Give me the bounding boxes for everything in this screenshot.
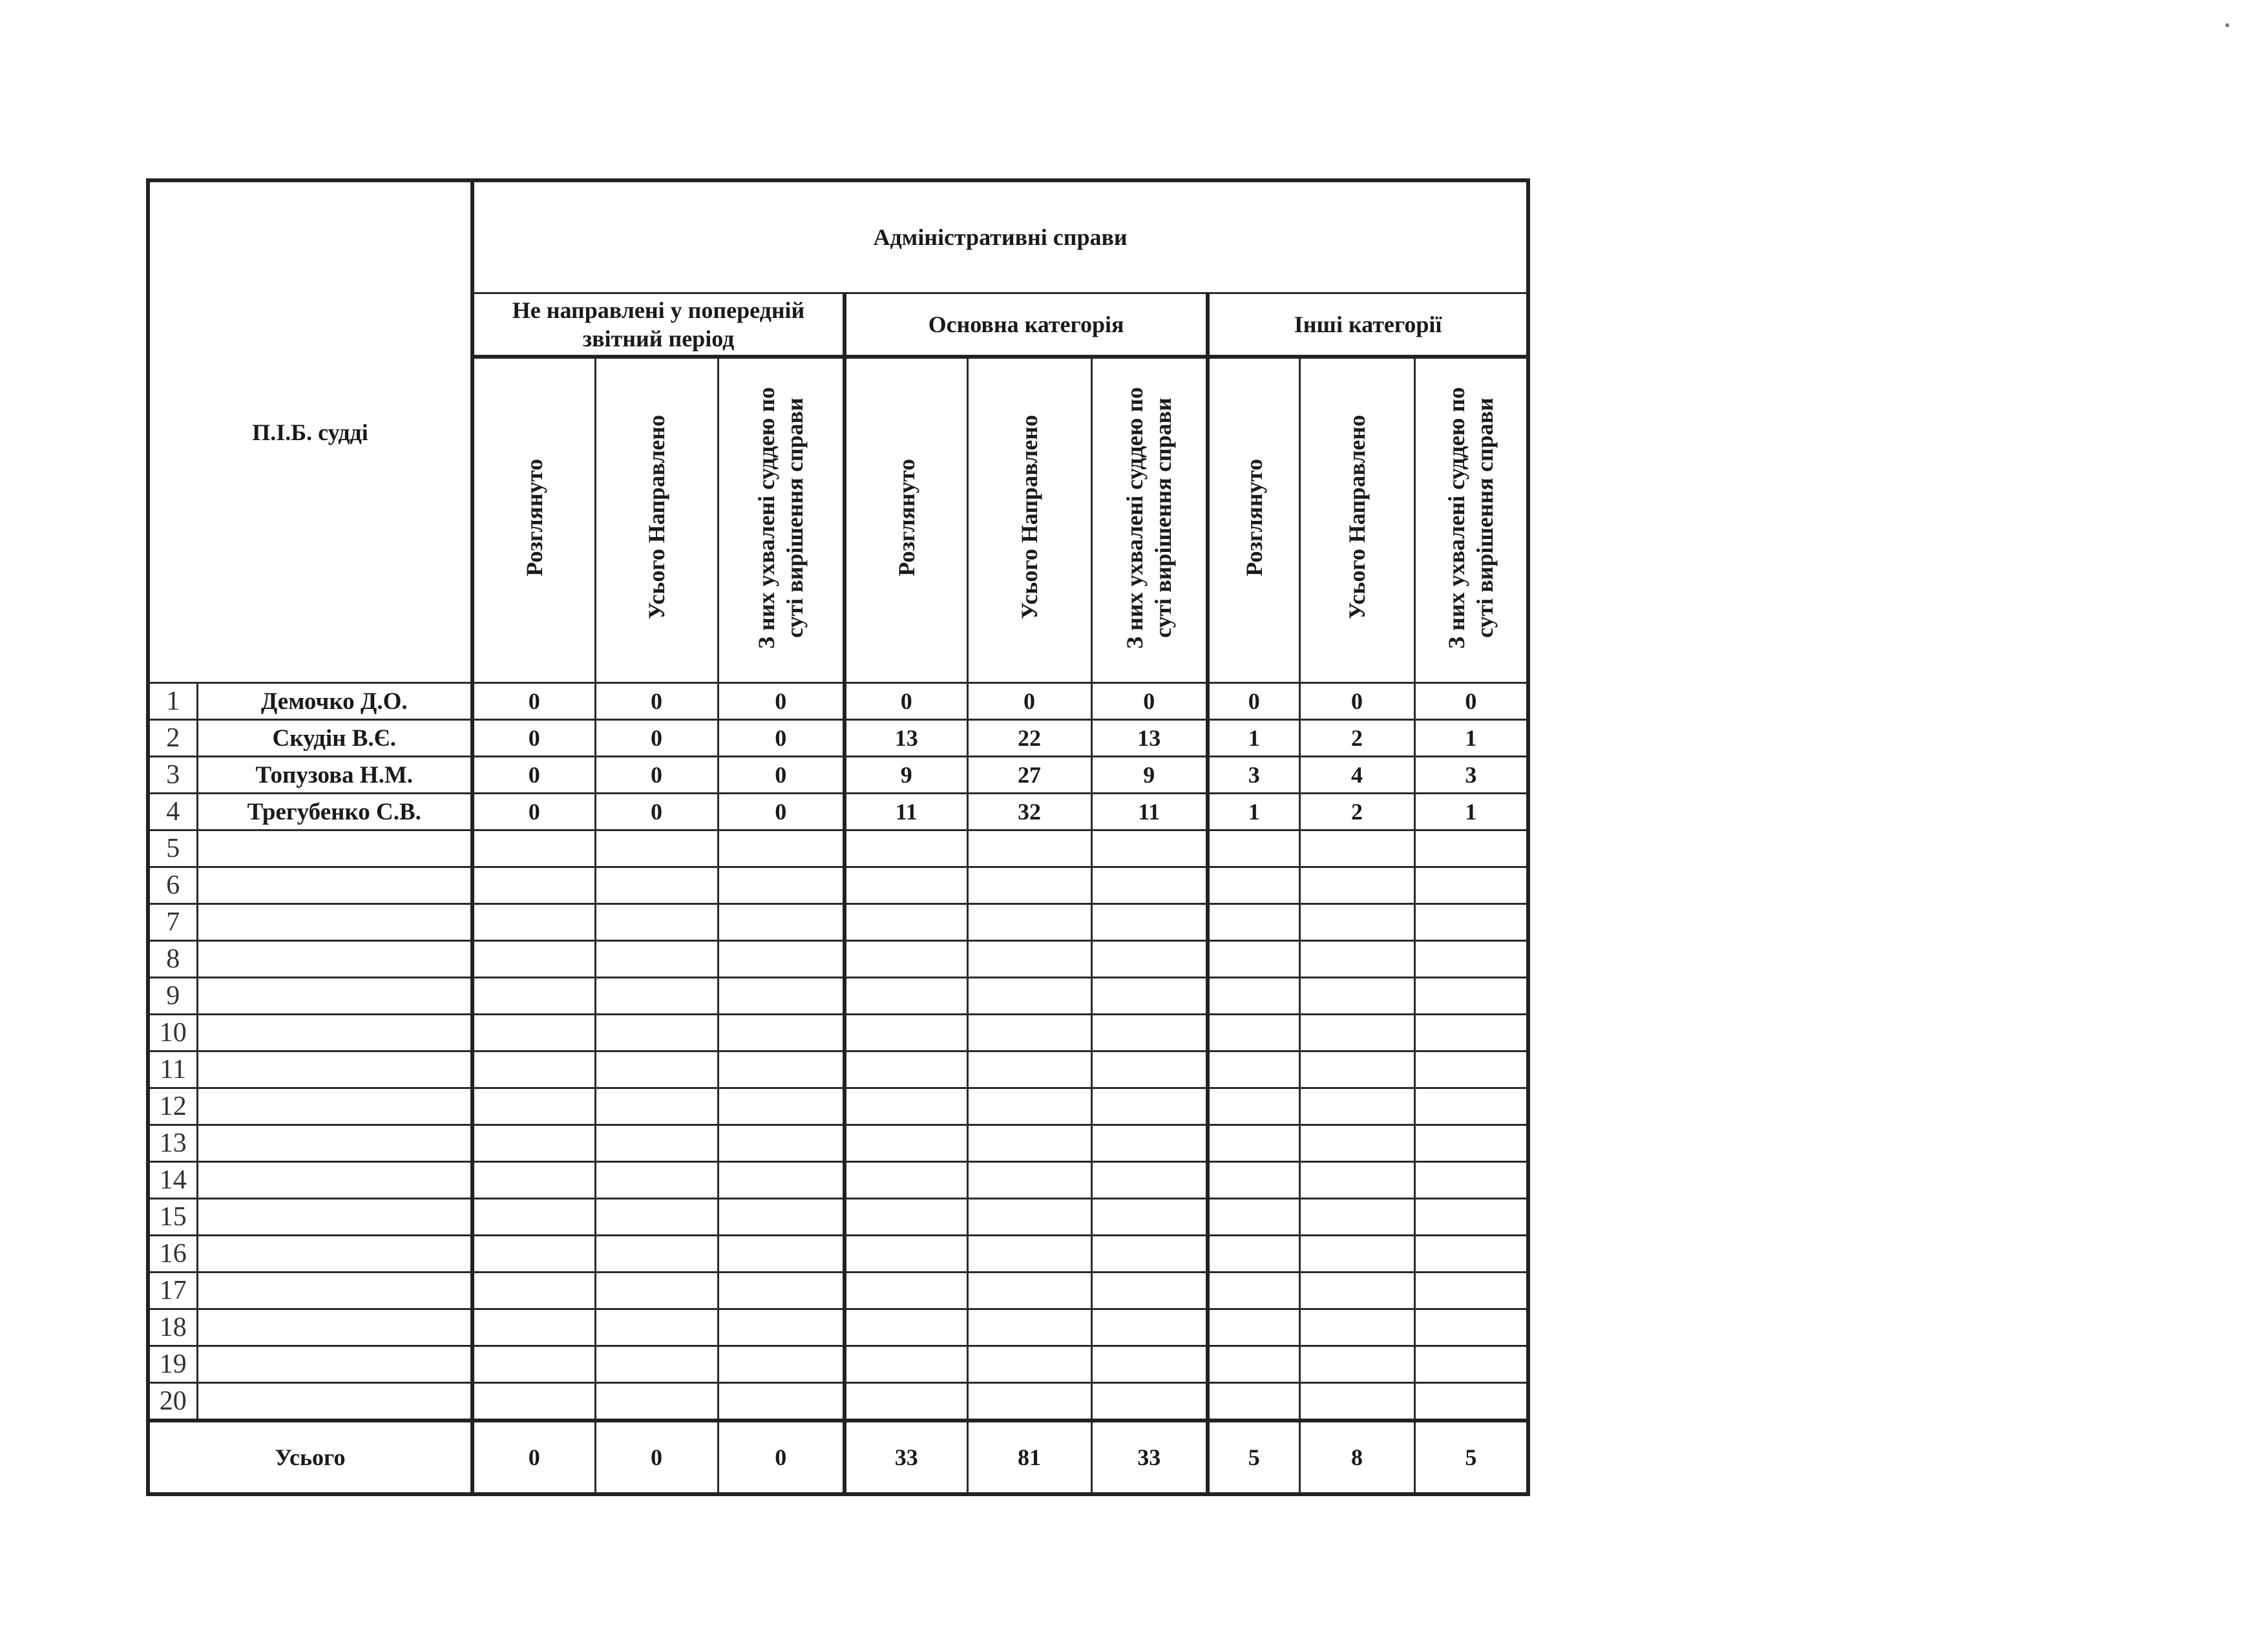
value-cell: 32 — [967, 794, 1091, 830]
value-cell — [718, 1125, 845, 1162]
table-row — [148, 1162, 1528, 1199]
row-number: 12 — [148, 1088, 197, 1125]
value-cell — [967, 1383, 1091, 1421]
table-row — [148, 941, 1528, 978]
row-number: 15 — [148, 1199, 197, 1236]
value-cell — [595, 941, 718, 978]
row-number: 4 — [148, 794, 197, 830]
total-row — [148, 1421, 1528, 1494]
value-cell — [595, 904, 718, 941]
value-cell — [472, 941, 595, 978]
judge-name — [197, 1051, 472, 1088]
value-cell — [1091, 1125, 1208, 1162]
row-number: 1 — [148, 683, 197, 720]
judge-name — [197, 1125, 472, 1162]
subcolumn-label: Усього Направлено — [644, 415, 670, 620]
subcolumn-label: Розглянуто — [1241, 458, 1267, 576]
value-cell — [1208, 904, 1299, 941]
total-cell: 5 — [1208, 1421, 1299, 1494]
value-cell — [1299, 1088, 1414, 1125]
value-cell: 1 — [1414, 720, 1528, 757]
value-cell — [472, 1125, 595, 1162]
value-cell — [1091, 904, 1208, 941]
value-cell: 9 — [845, 757, 967, 794]
judge-name — [197, 1236, 472, 1273]
value-cell — [845, 941, 967, 978]
table-row — [148, 904, 1528, 941]
value-cell — [595, 1199, 718, 1236]
table-row — [148, 830, 1528, 867]
judge-name — [197, 1273, 472, 1309]
total-cell: 5 — [1414, 1421, 1528, 1494]
row-number: 19 — [148, 1346, 197, 1383]
judge-name — [197, 941, 472, 978]
value-cell — [1091, 1162, 1208, 1199]
group-header-other-categories: Інші категорії — [1208, 293, 1528, 357]
value-cell: 0 — [472, 794, 595, 830]
value-cell — [1299, 1383, 1414, 1421]
value-cell — [967, 867, 1091, 904]
value-cell — [1414, 1383, 1528, 1421]
value-cell — [1091, 1273, 1208, 1309]
total-cell: 0 — [472, 1421, 595, 1494]
row-number: 20 — [148, 1383, 197, 1421]
row-number: 17 — [148, 1273, 197, 1309]
value-cell — [1299, 1015, 1414, 1051]
value-cell — [472, 978, 595, 1015]
judge-name — [197, 1346, 472, 1383]
value-cell — [595, 1088, 718, 1125]
value-cell: 0 — [718, 720, 845, 757]
value-cell: 0 — [1091, 683, 1208, 720]
table-row — [148, 720, 1528, 757]
group-header-not-sent: Не направлені у попередній звітний період — [472, 293, 845, 357]
table-row — [148, 1346, 1528, 1383]
value-cell — [1414, 1051, 1528, 1088]
judge-name — [197, 978, 472, 1015]
row-number: 7 — [148, 904, 197, 941]
subcolumn-label: Розглянуто — [521, 458, 547, 576]
judge-name: Топузова Н.М. — [197, 757, 472, 794]
value-cell — [1414, 941, 1528, 978]
value-cell — [718, 1088, 845, 1125]
value-cell — [1208, 1309, 1299, 1346]
value-cell — [472, 1088, 595, 1125]
value-cell: 27 — [967, 757, 1091, 794]
value-cell — [1208, 941, 1299, 978]
table-row — [148, 794, 1528, 830]
judge-name — [197, 830, 472, 867]
value-cell — [595, 978, 718, 1015]
value-cell — [967, 1051, 1091, 1088]
value-cell — [1414, 904, 1528, 941]
total-cell: 8 — [1299, 1421, 1414, 1494]
value-cell — [1299, 1236, 1414, 1273]
value-cell — [845, 1236, 967, 1273]
value-cell — [845, 1383, 967, 1421]
value-cell — [595, 1162, 718, 1199]
value-cell — [1208, 1383, 1299, 1421]
value-cell — [1091, 867, 1208, 904]
table-row — [148, 1309, 1528, 1346]
value-cell — [1208, 1162, 1299, 1199]
value-cell — [1299, 1309, 1414, 1346]
subcolumn-label: Усього Направлено — [1016, 415, 1043, 620]
value-cell — [967, 941, 1091, 978]
judge-name — [197, 1309, 472, 1346]
value-cell — [1091, 1383, 1208, 1421]
value-cell — [1299, 830, 1414, 867]
value-cell: 0 — [1414, 683, 1528, 720]
value-cell: 1 — [1414, 794, 1528, 830]
value-cell — [1414, 830, 1528, 867]
value-cell — [595, 867, 718, 904]
judge-name — [197, 1015, 472, 1051]
subcolumn-label: З них ухвалені суддею по суті вирішення справи — [1444, 386, 1498, 649]
value-cell — [967, 978, 1091, 1015]
value-cell — [1414, 1273, 1528, 1309]
section-title: Адміністративні справи — [472, 180, 1528, 293]
table-row — [148, 867, 1528, 904]
value-cell: 0 — [472, 720, 595, 757]
value-cell — [1208, 1346, 1299, 1383]
judge-name: Трегубенко С.В. — [197, 794, 472, 830]
value-cell — [1299, 978, 1414, 1015]
value-cell: 2 — [1299, 720, 1414, 757]
value-cell — [845, 1273, 967, 1309]
value-cell — [1299, 1346, 1414, 1383]
subcolumn-label: З них ухвалені суддею по суті вирішення справи — [753, 386, 808, 649]
row-number: 5 — [148, 830, 197, 867]
value-cell — [1299, 1199, 1414, 1236]
value-cell: 0 — [718, 757, 845, 794]
value-cell — [595, 1309, 718, 1346]
value-cell — [1414, 1162, 1528, 1199]
value-cell — [718, 904, 845, 941]
value-cell — [1208, 1088, 1299, 1125]
value-cell — [472, 867, 595, 904]
value-cell — [1208, 978, 1299, 1015]
value-cell — [472, 1051, 595, 1088]
value-cell — [718, 1309, 845, 1346]
value-cell — [595, 1346, 718, 1383]
value-cell — [1414, 1309, 1528, 1346]
value-cell — [595, 1236, 718, 1273]
value-cell — [1414, 1346, 1528, 1383]
value-cell — [718, 1273, 845, 1309]
value-cell — [1299, 904, 1414, 941]
judge-name — [197, 1162, 472, 1199]
table-row — [148, 1125, 1528, 1162]
value-cell — [1414, 1199, 1528, 1236]
value-cell — [845, 1199, 967, 1236]
table-row — [148, 978, 1528, 1015]
total-cell: 81 — [967, 1421, 1091, 1494]
value-cell — [1414, 1015, 1528, 1051]
row-number: 2 — [148, 720, 197, 757]
value-cell — [1208, 867, 1299, 904]
value-cell — [1208, 830, 1299, 867]
value-cell — [718, 830, 845, 867]
table-row — [148, 1051, 1528, 1088]
value-cell — [845, 1309, 967, 1346]
value-cell — [595, 1015, 718, 1051]
value-cell — [1091, 1088, 1208, 1125]
value-cell — [845, 830, 967, 867]
value-cell: 4 — [1299, 757, 1414, 794]
row-number: 16 — [148, 1236, 197, 1273]
judge-name: Демочко Д.О. — [197, 683, 472, 720]
value-cell — [718, 941, 845, 978]
value-cell — [595, 1125, 718, 1162]
value-cell — [1208, 1273, 1299, 1309]
value-cell: 3 — [1414, 757, 1528, 794]
subcolumn-label: Усього Направлено — [1344, 415, 1370, 620]
value-cell — [1091, 830, 1208, 867]
value-cell — [1414, 1125, 1528, 1162]
value-cell — [718, 978, 845, 1015]
value-cell — [1091, 978, 1208, 1015]
value-cell — [845, 1125, 967, 1162]
value-cell — [1091, 1346, 1208, 1383]
value-cell — [472, 1273, 595, 1309]
value-cell — [845, 1015, 967, 1051]
table-row — [148, 1236, 1528, 1273]
row-number: 3 — [148, 757, 197, 794]
value-cell — [1414, 867, 1528, 904]
table-row — [148, 757, 1528, 794]
value-cell: 11 — [845, 794, 967, 830]
value-cell — [1414, 1088, 1528, 1125]
total-cell: 33 — [845, 1421, 967, 1494]
value-cell — [1414, 1236, 1528, 1273]
subcolumn-label: Розглянуто — [893, 458, 919, 576]
row-number: 18 — [148, 1309, 197, 1346]
table-row — [148, 1383, 1528, 1421]
judge-name — [197, 1088, 472, 1125]
value-cell — [845, 867, 967, 904]
value-cell — [845, 1051, 967, 1088]
judge-name — [197, 904, 472, 941]
value-cell: 1 — [1208, 720, 1299, 757]
value-cell — [472, 1309, 595, 1346]
value-cell — [718, 1015, 845, 1051]
subcolumn-header — [967, 357, 1091, 683]
value-cell — [845, 978, 967, 1015]
subcolumn-header — [472, 357, 595, 683]
value-cell — [1299, 941, 1414, 978]
value-cell — [845, 1162, 967, 1199]
total-label: Усього — [148, 1421, 472, 1494]
subcolumn-header — [718, 357, 845, 683]
value-cell — [472, 1346, 595, 1383]
value-cell — [472, 1162, 595, 1199]
value-cell — [718, 1346, 845, 1383]
value-cell: 11 — [1091, 794, 1208, 830]
subcolumn-header — [595, 357, 718, 683]
value-cell — [1091, 941, 1208, 978]
row-number: 11 — [148, 1051, 197, 1088]
row-number: 8 — [148, 941, 197, 978]
value-cell: 0 — [595, 683, 718, 720]
value-cell — [718, 1236, 845, 1273]
value-cell: 0 — [595, 757, 718, 794]
value-cell — [472, 904, 595, 941]
value-cell: 1 — [1208, 794, 1299, 830]
subcolumn-header — [1208, 357, 1299, 683]
value-cell: 3 — [1208, 757, 1299, 794]
value-cell — [1299, 1051, 1414, 1088]
value-cell — [472, 1236, 595, 1273]
value-cell — [967, 1199, 1091, 1236]
value-cell — [967, 1309, 1091, 1346]
value-cell — [595, 1383, 718, 1421]
scan-speck — [2225, 23, 2229, 27]
judge-name — [197, 867, 472, 904]
value-cell: 0 — [718, 794, 845, 830]
value-cell — [472, 1383, 595, 1421]
value-cell — [595, 830, 718, 867]
value-cell — [1208, 1125, 1299, 1162]
value-cell — [967, 1162, 1091, 1199]
value-cell — [718, 1199, 845, 1236]
value-cell: 2 — [1299, 794, 1414, 830]
value-cell: 0 — [1208, 683, 1299, 720]
row-number: 6 — [148, 867, 197, 904]
row-number: 9 — [148, 978, 197, 1015]
judge-name — [197, 1199, 472, 1236]
value-cell — [1299, 867, 1414, 904]
row-number: 10 — [148, 1015, 197, 1051]
value-cell — [1208, 1236, 1299, 1273]
value-cell: 9 — [1091, 757, 1208, 794]
value-cell: 0 — [718, 683, 845, 720]
value-cell: 0 — [845, 683, 967, 720]
value-cell — [967, 1088, 1091, 1125]
total-cell: 33 — [1091, 1421, 1208, 1494]
value-cell — [1208, 1199, 1299, 1236]
value-cell — [845, 904, 967, 941]
subcolumn-header — [1091, 357, 1208, 683]
report-table — [146, 178, 1530, 1496]
judge-name — [197, 1383, 472, 1421]
value-cell — [472, 1199, 595, 1236]
value-cell — [1299, 1125, 1414, 1162]
value-cell — [967, 904, 1091, 941]
value-cell — [718, 1051, 845, 1088]
value-cell — [718, 1162, 845, 1199]
value-cell — [967, 1346, 1091, 1383]
subcolumn-header — [845, 357, 967, 683]
value-cell: 13 — [1091, 720, 1208, 757]
value-cell — [1091, 1199, 1208, 1236]
value-cell — [1299, 1273, 1414, 1309]
value-cell — [967, 1273, 1091, 1309]
row-number: 14 — [148, 1162, 197, 1199]
value-cell — [718, 1383, 845, 1421]
table-row — [148, 683, 1528, 720]
value-cell: 13 — [845, 720, 967, 757]
value-cell — [1208, 1015, 1299, 1051]
value-cell — [1299, 1162, 1414, 1199]
table-body — [148, 683, 1528, 1421]
judge-name: Скудін В.Є. — [197, 720, 472, 757]
value-cell — [1091, 1309, 1208, 1346]
subcolumn-header — [1414, 357, 1528, 683]
table-row — [148, 1015, 1528, 1051]
subcolumn-label: З них ухвалені суддею по суті вирішення справи — [1122, 386, 1177, 649]
value-cell — [595, 1051, 718, 1088]
value-cell — [1208, 1051, 1299, 1088]
value-cell: 0 — [472, 683, 595, 720]
table-row — [148, 1199, 1528, 1236]
value-cell — [967, 1125, 1091, 1162]
subcolumn-header — [1299, 357, 1414, 683]
value-cell — [967, 1236, 1091, 1273]
value-cell — [845, 1346, 967, 1383]
judge-name-header: П.І.Б. судді — [148, 180, 472, 683]
value-cell — [1091, 1051, 1208, 1088]
value-cell: 0 — [595, 720, 718, 757]
total-cell: 0 — [595, 1421, 718, 1494]
table-row — [148, 1273, 1528, 1309]
group-header-main-category: Основна категорія — [845, 293, 1208, 357]
value-cell — [1091, 1015, 1208, 1051]
table-row — [148, 1088, 1528, 1125]
value-cell: 0 — [1299, 683, 1414, 720]
value-cell — [595, 1273, 718, 1309]
value-cell — [1414, 978, 1528, 1015]
value-cell — [1091, 1236, 1208, 1273]
total-cell: 0 — [718, 1421, 845, 1494]
value-cell — [472, 830, 595, 867]
value-cell: 0 — [595, 794, 718, 830]
value-cell: 0 — [472, 757, 595, 794]
value-cell — [718, 867, 845, 904]
value-cell — [967, 830, 1091, 867]
value-cell: 0 — [967, 683, 1091, 720]
value-cell — [472, 1015, 595, 1051]
value-cell — [967, 1015, 1091, 1051]
value-cell — [845, 1088, 967, 1125]
value-cell: 22 — [967, 720, 1091, 757]
row-number: 13 — [148, 1125, 197, 1162]
